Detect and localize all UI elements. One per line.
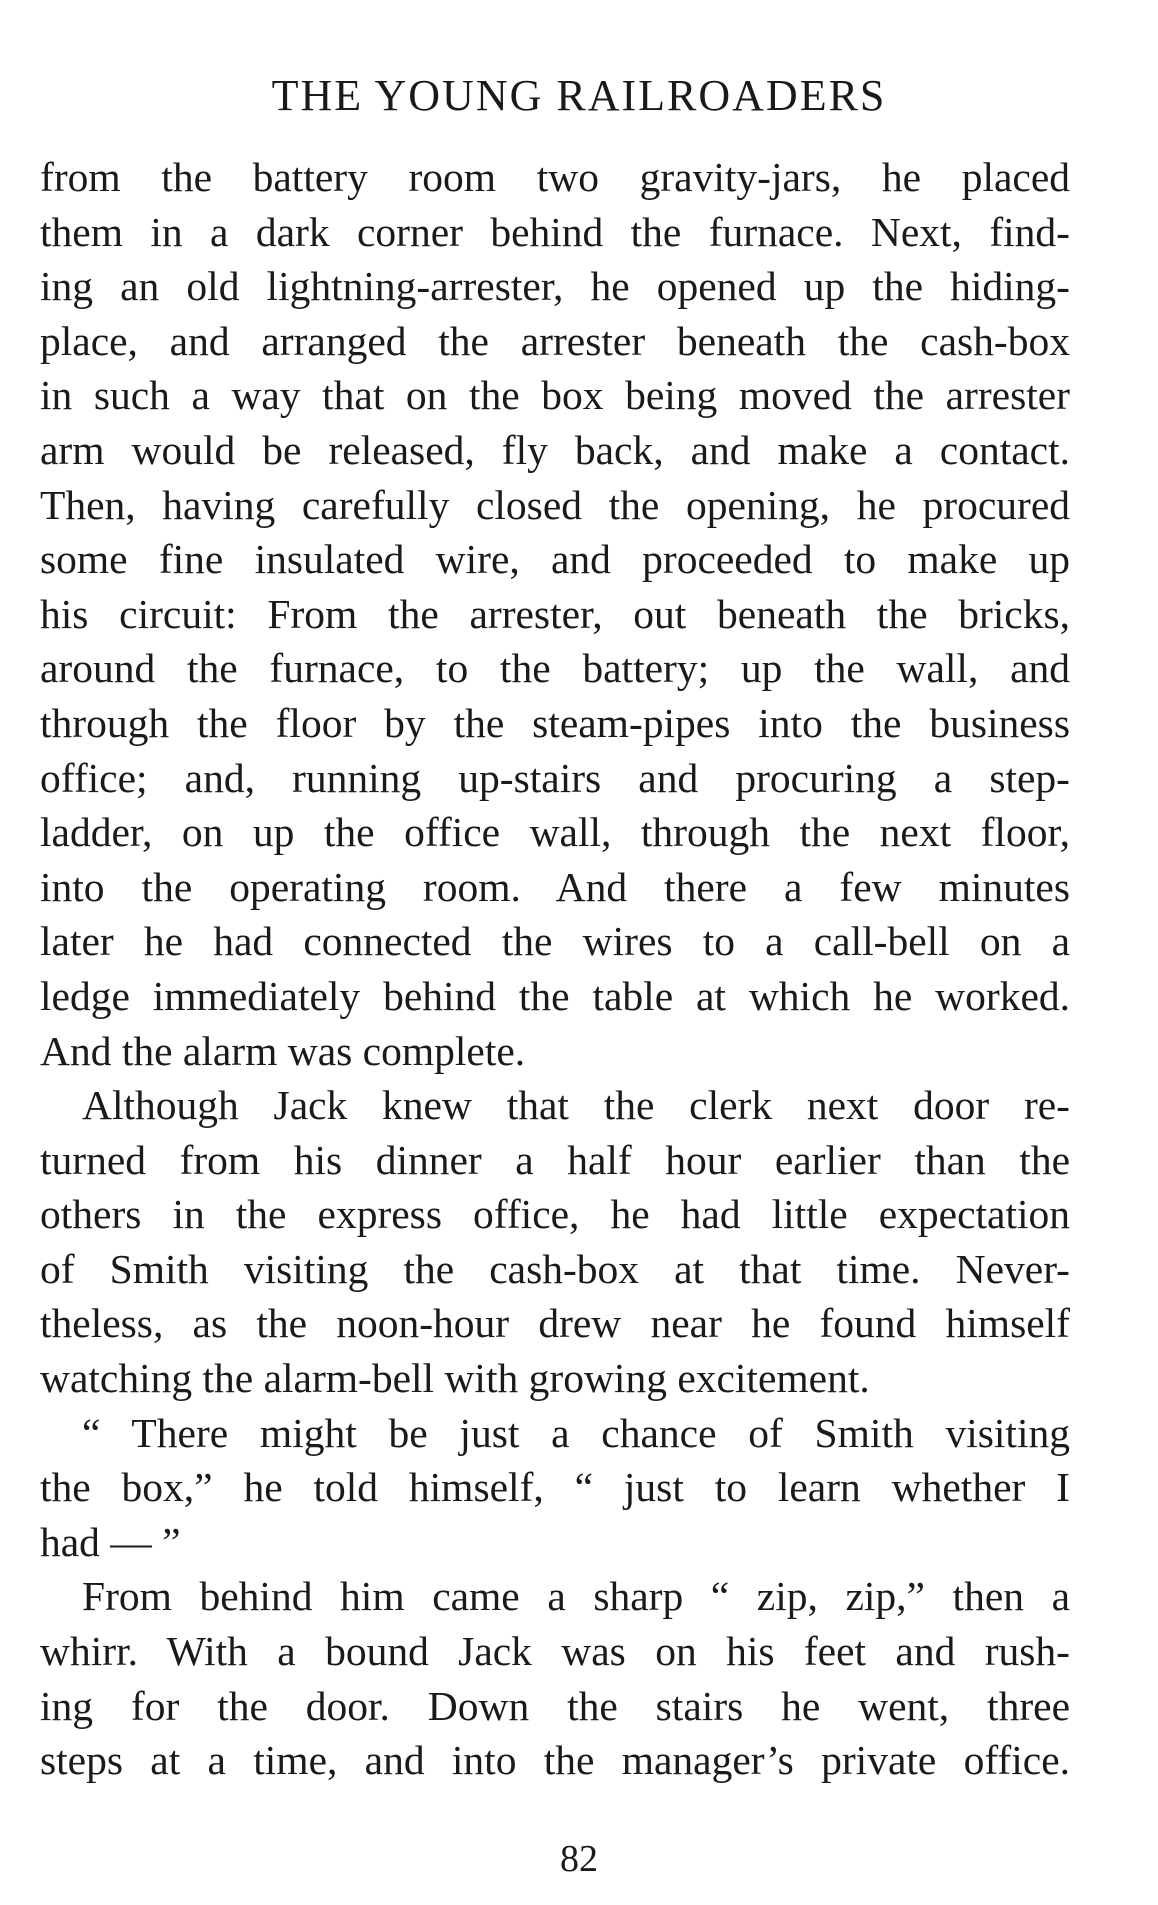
text-line: ledge immediately behind the table at which he worked. <box>40 972 1070 1019</box>
text-line: Then, having carefully closed the opening, he procured <box>40 481 1070 528</box>
text-line: around the furnace, to the battery; up the wall, and <box>40 645 1070 692</box>
running-head: THE YOUNG RAILROADERS <box>271 71 887 120</box>
text-line: later he had connected the wires to a call-bell on a <box>40 918 1070 965</box>
text-line: into the operating room. And there a few minutes <box>40 863 1070 910</box>
text-line: ing an old lightning-arrester, he opened up the hiding- <box>40 263 1070 310</box>
text-line: place, and arranged the arrester beneath the cash-box <box>40 317 1070 364</box>
text-line: From behind him came a sharp “ zip, zip,” then a <box>82 1573 1070 1620</box>
text-line: watching the alarm-bell with growing excitement. <box>40 1355 870 1402</box>
text-line: in such a way that on the box being moved the arrester <box>40 372 1070 419</box>
text-line: theless, as the noon-hour drew near he found himself <box>40 1300 1070 1347</box>
text-line: steps at a time, and into the manager’s private office. <box>40 1737 1070 1784</box>
text-line: Although Jack knew that the clerk next door re- <box>82 1082 1070 1129</box>
text-line: through the floor by the steam-pipes into the business <box>40 699 1070 746</box>
page-number: 82 <box>560 1838 598 1880</box>
text-line: office; and, running up-stairs and procuring a step- <box>40 754 1070 801</box>
text-line: had — ” <box>40 1518 181 1565</box>
text-line: his circuit: From the arrester, out beneath the bricks, <box>40 590 1070 637</box>
text-line: from the battery room two gravity-jars, he placed <box>40 154 1070 200</box>
text-line: ladder, on up the office wall, through the next floor, <box>40 809 1070 856</box>
text-line: ing for the door. Down the stairs he went, three <box>40 1682 1070 1729</box>
text-line: of Smith visiting the cash-box at that time. Never- <box>40 1245 1070 1292</box>
text-line: some fine insulated wire, and proceeded to make up <box>40 536 1070 583</box>
text-line: the box,” he told himself, “ just to learn whether I <box>40 1464 1070 1511</box>
text-line: “ There might be just a chance of Smith visiting <box>82 1409 1070 1456</box>
text-line: others in the express office, he had little expectation <box>40 1191 1070 1238</box>
text-line: them in a dark corner behind the furnace. Next, find- <box>40 208 1070 255</box>
text-line: arm would be released, fly back, and make a contact. <box>40 426 1070 473</box>
text-line: And the alarm was complete. <box>40 1027 526 1074</box>
text-line: whirr. With a bound Jack was on his feet and rush- <box>40 1628 1070 1675</box>
body-text <box>40 150 1070 1788</box>
text-line: turned from his dinner a half hour earlier than the <box>40 1136 1070 1183</box>
